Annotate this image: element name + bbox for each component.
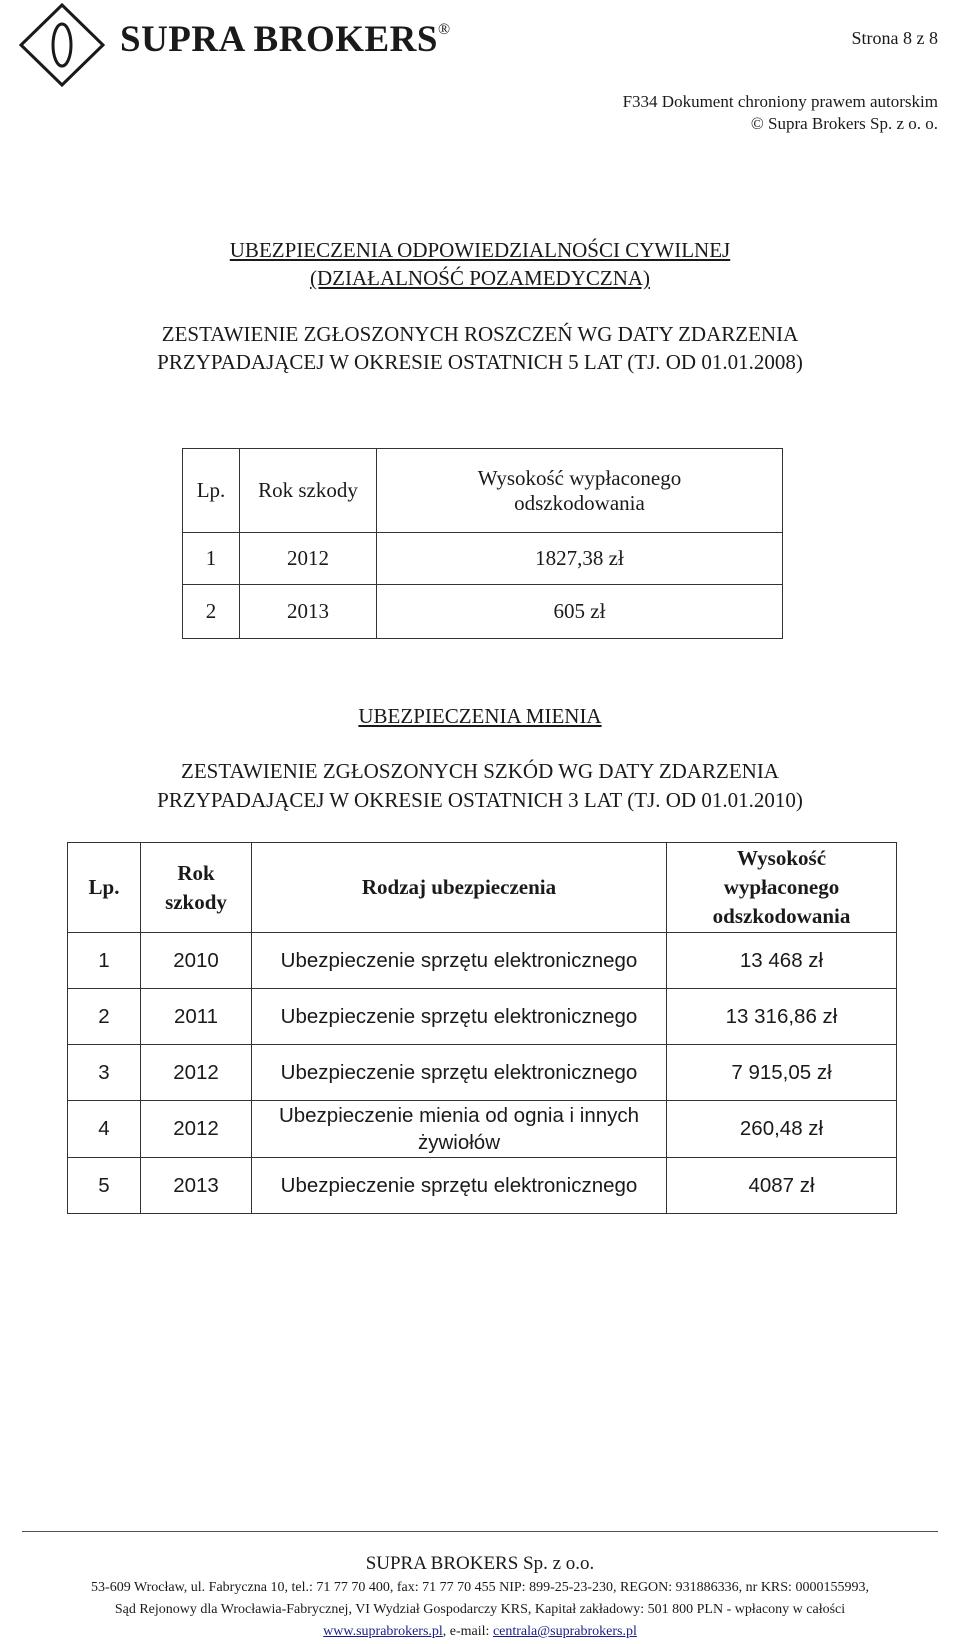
footer-company: SUPRA BROKERS Sp. z o.o.: [365, 1553, 595, 1574]
table-row: [68, 933, 897, 989]
table-row: [68, 1158, 897, 1214]
cell-year: 2012: [141, 1045, 252, 1101]
email-label: , e-mail:: [442, 1624, 493, 1639]
cell-amount: 260,48 zł: [667, 1101, 897, 1158]
cell-lp: 1: [183, 533, 240, 585]
table-row: [68, 1101, 897, 1158]
cell-lp: 1: [68, 933, 141, 989]
table-header-row: [183, 449, 783, 533]
cell-amount: 4087 zł: [667, 1158, 897, 1214]
col-header-year: [141, 843, 252, 933]
col-header-year-line1: Rok: [177, 860, 215, 885]
table-header-row: [68, 843, 897, 933]
section1-title-line1: UBEZPIECZENIA ODPOWIEDZIALNOŚCI CYWILNEJ: [229, 238, 731, 262]
liability-claims-table: [182, 448, 783, 639]
section2-title: UBEZPIECZENIA MIENIA: [358, 704, 602, 728]
cell-type: [252, 1101, 667, 1158]
cell-year: 2012: [141, 1101, 252, 1158]
cell-lp: 5: [68, 1158, 141, 1214]
cell-year: 2011: [141, 989, 252, 1045]
email-link[interactable]: centrala@suprabrokers.pl: [492, 1624, 637, 1639]
cell-amount: 605 zł: [377, 585, 783, 639]
cell-lp: 3: [68, 1045, 141, 1101]
footer-registration: Sąd Rejonowy dla Wrocławia-Fabrycznej, VI Wydział Gospodarczy KRS, Kapitał zakładowy: 501 800 PLN - wpłacony w całości: [114, 1602, 846, 1617]
table-row: [68, 1045, 897, 1101]
cell-year: 2013: [240, 585, 377, 639]
cell-year: 2010: [141, 933, 252, 989]
col-header-year-line2: szkody: [165, 889, 227, 914]
cell-amount: 7 915,05 zł: [667, 1045, 897, 1101]
copyright-notice: F334 Dokument chroniony prawem autorskim: [622, 92, 938, 111]
col-header-amount-line1: Wysokość wypłaconego: [477, 465, 682, 490]
cell-lp: 2: [183, 585, 240, 639]
cell-type: Ubezpieczenie sprzętu elektronicznego: [252, 933, 667, 989]
footer-divider: [22, 1531, 938, 1532]
cell-type: Ubezpieczenie sprzętu elektronicznego: [252, 989, 667, 1045]
cell-type-line2: żywiołów: [417, 1131, 501, 1154]
section1-subtitle-line2: PRZYPADAJĄCEJ W OKRESIE OSTATNICH 5 LAT (TJ. OD 01.01.2008): [157, 350, 803, 374]
property-claims-table: [67, 842, 897, 1214]
cell-type-line1: Ubezpieczenie mienia od ognia i innych: [278, 1104, 640, 1127]
col-header-amount: [667, 843, 897, 933]
cell-type: Ubezpieczenie sprzętu elektronicznego: [252, 1158, 667, 1214]
section1-title-line2: (DZIAŁALNOŚĆ POZAMEDYCZNA): [309, 266, 651, 290]
col-header-amount-line1: Wysokość: [736, 846, 827, 870]
cell-amount: 1827,38 zł: [377, 533, 783, 585]
col-header-lp: Lp.: [68, 843, 141, 933]
col-header-lp: Lp.: [183, 449, 240, 533]
section2-subtitle-line2: PRZYPADAJĄCEJ W OKRESIE OSTATNICH 3 LAT (TJ. OD 01.01.2010): [157, 788, 803, 812]
col-header-amount-line3: odszkodowania: [712, 904, 851, 928]
cell-lp: 2: [68, 989, 141, 1045]
footer-contact: [0, 1624, 960, 1640]
website-link[interactable]: www.suprabrokers.pl: [323, 1624, 443, 1639]
col-header-amount: [377, 449, 783, 533]
table-row: [183, 585, 783, 639]
col-header-amount-line2: odszkodowania: [514, 490, 645, 515]
footer-address: 53-609 Wrocław, ul. Fabryczna 10, tel.: 71 77 70 400, fax: 71 77 70 455 NIP: 899-25-23-230, REGON: 931886336, nr KRS: 0000155993,: [91, 1580, 869, 1595]
table-row: [183, 533, 783, 585]
cell-year: 2013: [141, 1158, 252, 1214]
company-logo: [18, 2, 136, 88]
cell-lp: 4: [68, 1101, 141, 1158]
table-row: [68, 989, 897, 1045]
cell-amount: 13 468 zł: [667, 933, 897, 989]
cell-amount: 13 316,86 zł: [667, 989, 897, 1045]
section2-subtitle-line1: ZESTAWIENIE ZGŁOSZONYCH SZKÓD WG DATY ZDARZENIA: [181, 759, 779, 783]
copyright-owner: © Supra Brokers Sp. z o. o.: [750, 114, 938, 133]
page-number: Strona 8 z 8: [851, 28, 938, 48]
cell-year: 2012: [240, 533, 377, 585]
col-header-type: Rodzaj ubezpieczenia: [252, 843, 667, 933]
col-header-amount-line2: wypłaconego: [723, 875, 840, 899]
section1-subtitle-line1: ZESTAWIENIE ZGŁOSZONYCH ROSZCZEŃ WG DATY ZDARZENIA: [161, 322, 799, 346]
registered-mark: ®: [437, 20, 451, 38]
cell-type: Ubezpieczenie sprzętu elektronicznego: [252, 1045, 667, 1101]
col-header-year: Rok szkody: [240, 449, 377, 533]
brand-name: SUPRA BROKERS®: [120, 19, 451, 60]
